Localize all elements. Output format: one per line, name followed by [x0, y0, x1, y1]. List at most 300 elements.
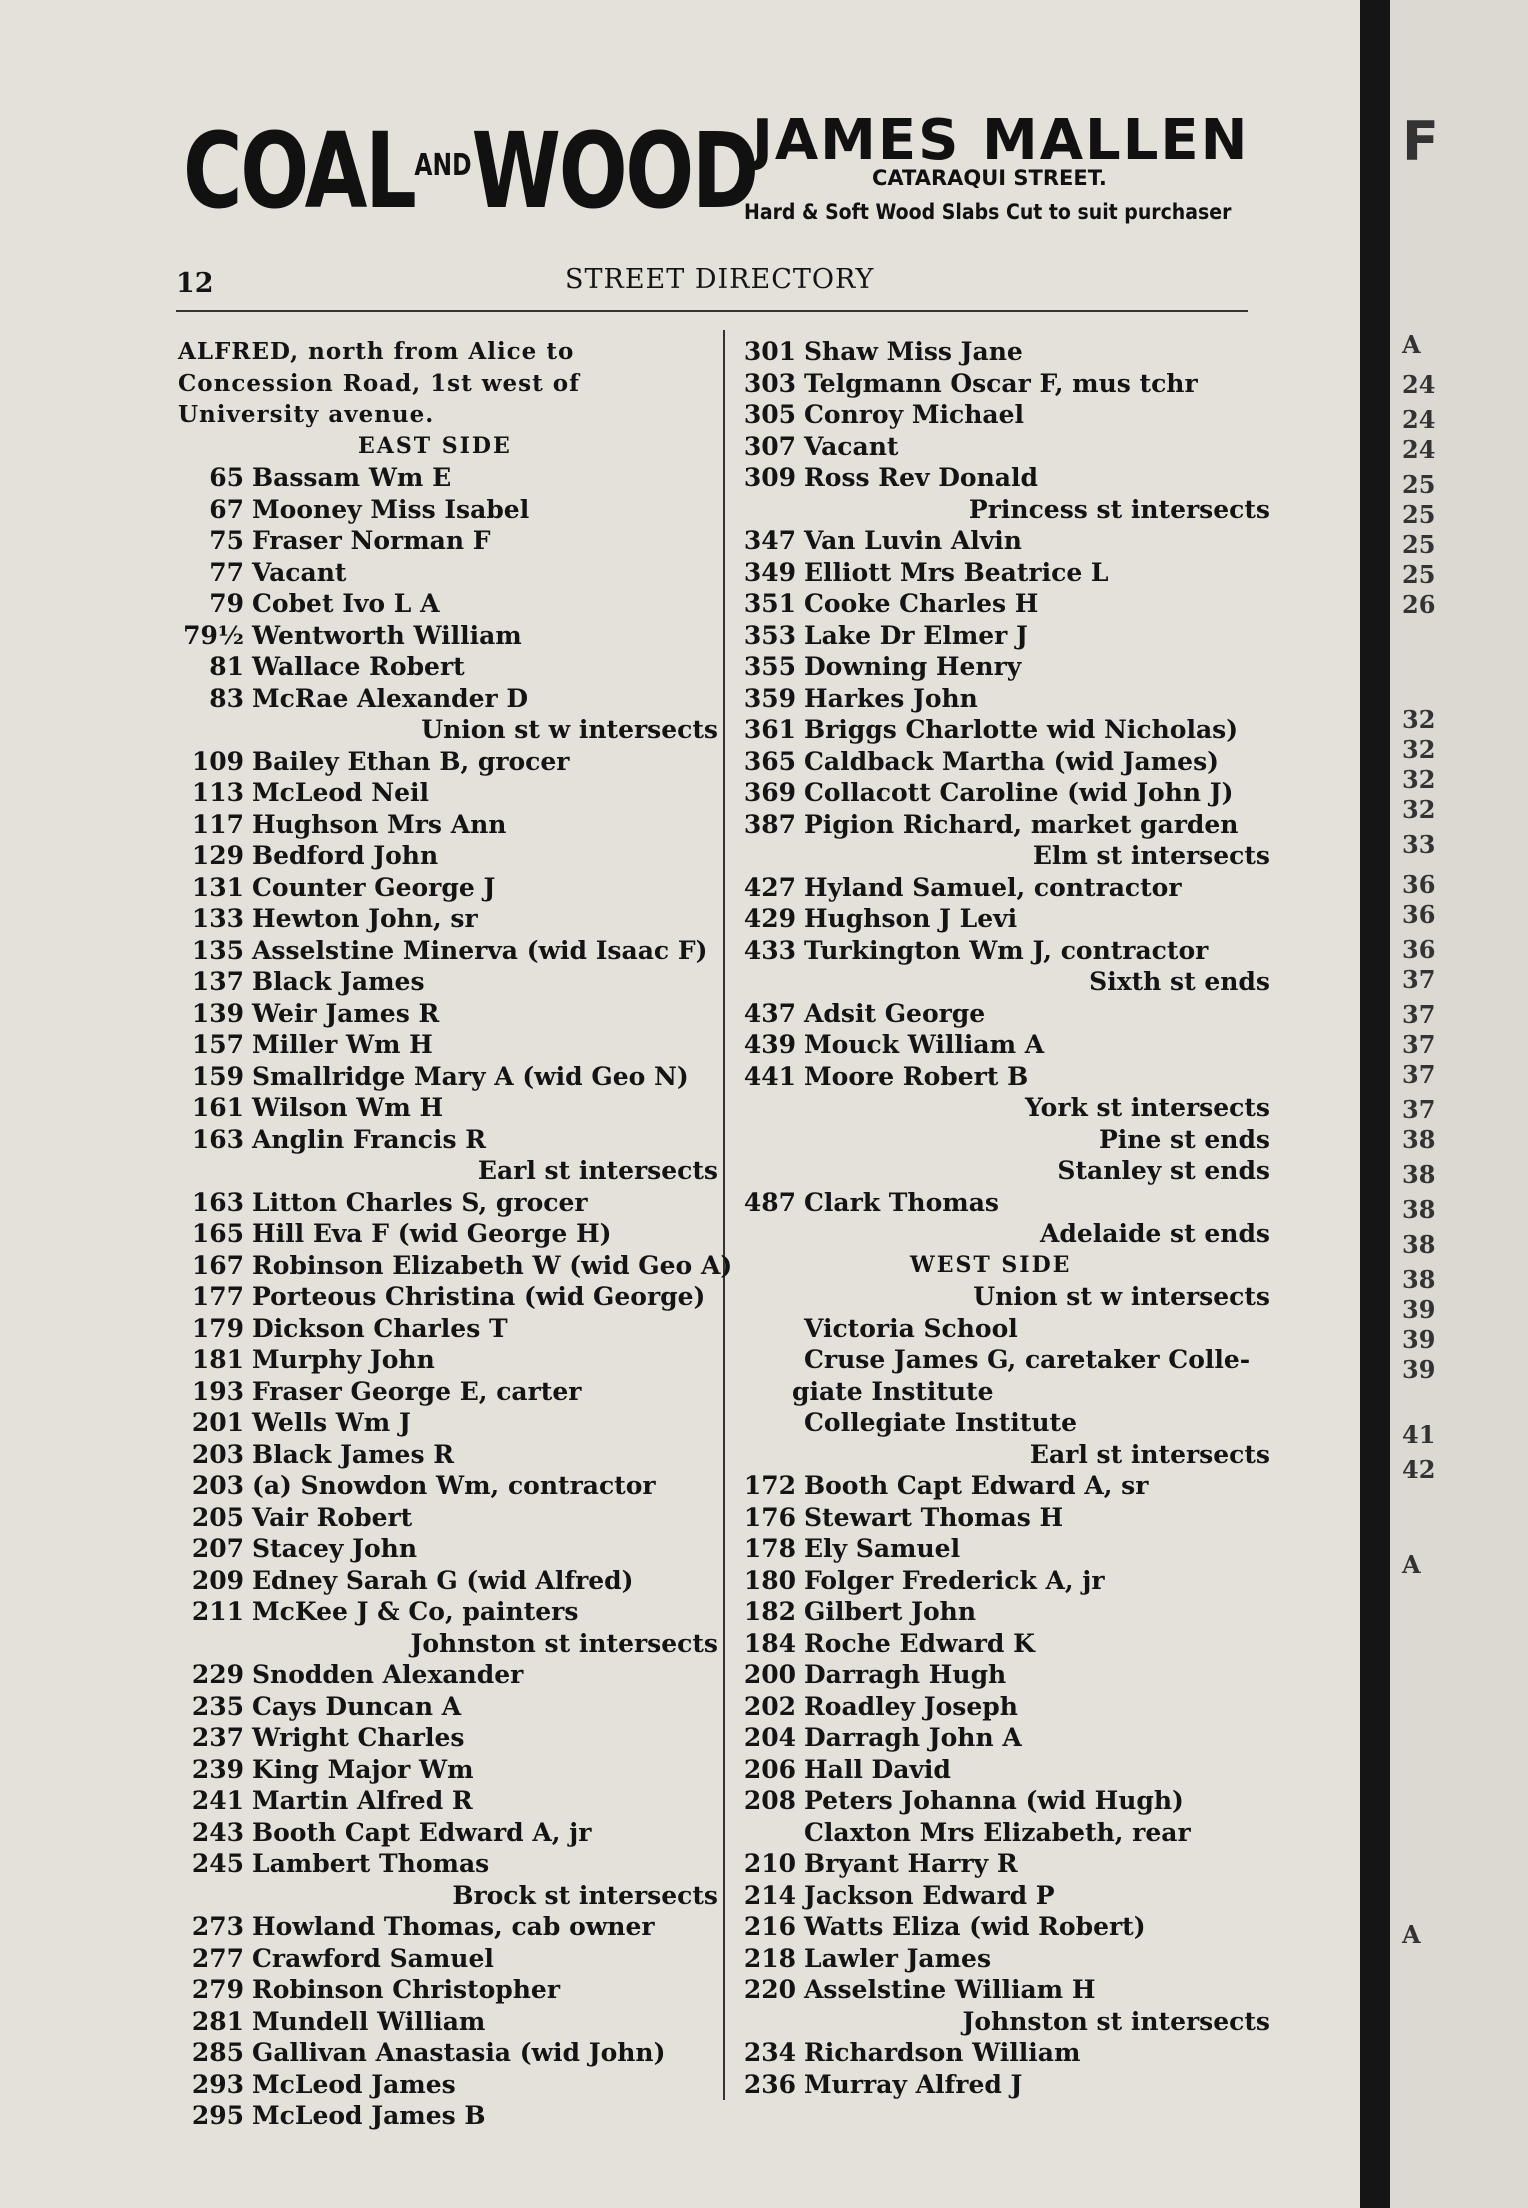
cross-street: Brock st intersects: [452, 1880, 718, 1910]
house-number: 182: [743, 1597, 796, 1626]
cross-street: Adelaide st ends: [1039, 1219, 1270, 1248]
resident-row: [730, 1533, 1270, 1565]
resident-name: Bailey Ethan B, grocer: [252, 746, 570, 776]
cross-street: Stanley st ends: [1057, 1156, 1270, 1185]
resident-name: Hughson J Levi: [804, 904, 1018, 933]
right-column: [730, 336, 1270, 2100]
next-page-fragment: 37: [1402, 1060, 1436, 1089]
cross-street-line: [730, 966, 1270, 998]
next-page-fragment: 25: [1402, 500, 1436, 529]
resident-row: [178, 809, 718, 841]
advert-slabs: Hard & Soft Wood Slabs Cut to suit purchaser: [744, 200, 1232, 224]
resident-name: Wells Wm J: [252, 1408, 411, 1437]
house-number: 218: [743, 1943, 796, 1973]
house-number: 309: [743, 463, 796, 492]
house-number: 273: [191, 1912, 244, 1941]
resident-name: Miller Wm H: [252, 1030, 433, 1059]
resident-row: [730, 1848, 1270, 1880]
resident-row: [730, 1187, 1270, 1219]
house-number: 245: [191, 1849, 244, 1878]
resident-name: Moore Robert B: [804, 1061, 1029, 1091]
resident-name: Van Luvin Alvin: [804, 526, 1022, 555]
resident-name: Martin Alfred R: [252, 1786, 473, 1815]
resident-name: Briggs Charlotte wid Nicholas): [804, 715, 1239, 744]
cross-street: Sixth st ends: [1089, 967, 1270, 996]
resident-name: Wright Charles: [252, 1723, 465, 1752]
resident-row: [730, 872, 1270, 904]
house-number: 159: [191, 1061, 244, 1091]
resident-name: Darragh Hugh: [804, 1660, 1007, 1689]
cross-street-line: [178, 1628, 718, 1660]
resident-row: [178, 683, 718, 715]
resident-row: [178, 1061, 718, 1093]
next-page-fragment: 24: [1402, 370, 1436, 399]
house-number: 117: [191, 809, 244, 839]
resident-row: [730, 399, 1270, 431]
resident-name: Bedford John: [252, 841, 439, 870]
house-number: 369: [743, 778, 796, 807]
continued-line: giate Institute: [792, 1376, 994, 1406]
next-page-fragment: 32: [1402, 735, 1436, 764]
cross-street-line: [730, 1092, 1270, 1124]
resident-row: [178, 1785, 718, 1817]
street-intro: ALFRED, north from Alice to Concession Road, 1st west of University avenue.: [178, 338, 580, 428]
house-number: 180: [743, 1565, 796, 1595]
resident-row: [730, 1628, 1270, 1660]
house-number: 178: [743, 1534, 796, 1563]
next-page-fragment: 37: [1402, 1000, 1436, 1029]
house-number: 79½: [183, 620, 244, 650]
resident-row: [730, 1691, 1270, 1723]
resident-name: Turkington Wm J, contractor: [804, 935, 1209, 965]
page-title: STREET DIRECTORY: [565, 264, 875, 295]
resident-name: Litton Charles S, grocer: [252, 1187, 588, 1217]
cross-street-line: [178, 1155, 718, 1187]
house-number: 210: [743, 1849, 796, 1878]
cross-street: Johnston st intersects: [962, 2006, 1270, 2036]
resident-name: Peters Johanna (wid Hugh): [804, 1786, 1184, 1815]
resident-row: [730, 1470, 1270, 1502]
next-page-fragment: 33: [1402, 830, 1436, 859]
resident-name: Fraser George E, carter: [252, 1376, 582, 1406]
resident-name: Wilson Wm H: [252, 1093, 444, 1122]
next-page-fragment: 38: [1402, 1265, 1436, 1294]
resident-name: Cooke Charles H: [804, 589, 1039, 618]
resident-name: Robinson Elizabeth W (wid Geo A): [252, 1250, 733, 1280]
cross-street-line: [730, 494, 1270, 526]
resident-name: Anglin Francis R: [252, 1124, 487, 1154]
house-number: 361: [743, 715, 796, 744]
next-page-fragment: 32: [1402, 705, 1436, 734]
advert-name: JAMES MALLEN: [752, 108, 1250, 173]
resident-name: Snodden Alexander: [252, 1660, 524, 1689]
resident-name: Vacant: [804, 431, 899, 461]
resident-name: Elliott Mrs Beatrice L: [804, 557, 1109, 587]
resident-row: [178, 1124, 718, 1156]
next-page-fragment: 37: [1402, 1095, 1436, 1124]
resident-row: [178, 557, 718, 589]
cross-street: Union st w intersects: [973, 1282, 1270, 1311]
house-number: 301: [743, 337, 796, 366]
house-number: 285: [191, 2038, 244, 2067]
house-number: 203: [191, 1471, 244, 1500]
house-number: 208: [743, 1786, 796, 1815]
house-number: 75: [209, 526, 244, 555]
house-number: 163: [191, 1187, 244, 1217]
house-number: 229: [191, 1660, 244, 1689]
coal-wood-advert: $COAL^{AND}WOOD$: [183, 110, 757, 232]
house-number: 216: [743, 1912, 796, 1941]
resident-name: Vair Robert: [252, 1502, 413, 1532]
house-number: 177: [191, 1282, 244, 1311]
resident-row: [178, 1817, 718, 1849]
resident-name: Lawler James: [804, 1943, 992, 1973]
resident-name: Clark Thomas: [804, 1187, 999, 1217]
resident-name: Stacey John: [252, 1534, 418, 1563]
cross-street-line: [730, 1218, 1270, 1250]
resident-row: [730, 1943, 1270, 1975]
resident-name: Wentworth William: [252, 620, 522, 650]
resident-row: [178, 2037, 718, 2069]
resident-name: McRae Alexander D: [252, 683, 529, 713]
resident-row: [178, 1596, 718, 1628]
next-page-fragment: 25: [1402, 470, 1436, 499]
resident-name: Lambert Thomas: [252, 1849, 490, 1878]
resident-name: Darragh John A: [804, 1723, 1022, 1752]
house-number: 133: [191, 904, 244, 933]
house-number: 387: [743, 809, 796, 839]
house-number: 201: [191, 1408, 244, 1437]
house-number: 441: [743, 1061, 796, 1091]
house-number: 487: [743, 1187, 796, 1217]
cross-street-line: [730, 1155, 1270, 1187]
resident-row: [178, 1407, 718, 1439]
next-page-edge: [1390, 0, 1528, 2208]
house-number: 67: [209, 494, 244, 524]
cross-street: Earl st intersects: [1029, 1439, 1270, 1469]
resident-row: [730, 1785, 1270, 1817]
house-number: 235: [191, 1691, 244, 1721]
resident-name: Crawford Samuel: [252, 1943, 494, 1973]
resident-row: [730, 935, 1270, 967]
resident-row: [730, 462, 1270, 494]
resident-row: [178, 1565, 718, 1597]
house-number: 236: [743, 2069, 796, 2099]
resident-name: Murphy John: [252, 1345, 435, 1374]
house-number: 365: [743, 746, 796, 776]
resident-name: Watts Eliza (wid Robert): [804, 1912, 1146, 1941]
resident-row: [178, 1313, 718, 1345]
resident-row: [730, 651, 1270, 683]
resident-row: [178, 494, 718, 526]
resident-name: McLeod James B: [252, 2101, 486, 2130]
header-rule: [176, 310, 1248, 312]
resident-name: Wallace Robert: [252, 652, 465, 681]
house-number: 135: [191, 935, 244, 965]
next-page-fragment: 32: [1402, 795, 1436, 824]
resident-row: [178, 1691, 718, 1723]
house-number: 433: [743, 935, 796, 965]
resident-row: [178, 1943, 718, 1975]
house-number: 83: [209, 683, 244, 713]
resident-name: Mouck William A: [804, 1030, 1045, 1059]
next-page-fragment: 38: [1402, 1195, 1436, 1224]
house-number: 184: [743, 1628, 796, 1658]
resident-row: [178, 1218, 718, 1250]
resident-name: Smallridge Mary A (wid Geo N): [252, 1061, 689, 1091]
resident-row: [730, 368, 1270, 400]
house-number: 214: [743, 1880, 796, 1910]
house-number: 206: [743, 1754, 796, 1784]
resident-row: [178, 1470, 718, 1502]
house-number: 303: [743, 368, 796, 398]
left-column: [178, 336, 733, 2132]
house-number: 237: [191, 1723, 244, 1752]
house-number: 293: [191, 2069, 244, 2099]
resident-name: Ross Rev Donald: [804, 463, 1038, 492]
cross-street: Earl st intersects: [477, 1156, 718, 1185]
next-page-fragment: 25: [1402, 560, 1436, 589]
resident-row: [730, 2069, 1270, 2101]
house-number: 65: [209, 463, 244, 492]
house-number: 239: [191, 1754, 244, 1784]
next-page-fragment: 38: [1402, 1230, 1436, 1259]
house-number: 307: [743, 431, 796, 461]
house-number: 355: [743, 652, 796, 681]
resident-row: [178, 966, 718, 998]
resident-name: Victoria School: [804, 1313, 1018, 1343]
resident-name: McKee J & Co, painters: [252, 1597, 579, 1626]
section-heading: WEST SIDE: [910, 1251, 1072, 1278]
resident-name: Claxton Mrs Elizabeth, rear: [804, 1817, 1191, 1847]
resident-row: [730, 777, 1270, 809]
column-divider: [723, 330, 725, 2100]
house-number: 179: [191, 1313, 244, 1343]
house-number: 207: [191, 1534, 244, 1563]
cross-street: York st intersects: [1025, 1093, 1270, 1122]
next-page-fragment: 37: [1402, 965, 1436, 994]
resident-name: Robinson Christopher: [252, 1975, 561, 2004]
resident-name: Bassam Wm E: [252, 463, 452, 492]
next-page-fragment: 32: [1402, 765, 1436, 794]
resident-row: [730, 525, 1270, 557]
resident-row: [730, 998, 1270, 1030]
house-number: 202: [743, 1691, 796, 1721]
resident-row: [178, 1187, 718, 1219]
resident-name: Porteous Christina (wid George): [252, 1282, 706, 1311]
resident-name: Vacant: [252, 557, 347, 587]
house-number: 351: [743, 589, 796, 618]
house-number: 163: [191, 1124, 244, 1154]
house-number: 211: [191, 1597, 244, 1626]
resident-row: [178, 2100, 718, 2132]
resident-row: [730, 1596, 1270, 1628]
house-number: 79: [209, 589, 244, 618]
resident-row: [178, 1092, 718, 1124]
resident-row: [730, 1974, 1270, 2006]
house-number: 131: [191, 872, 244, 902]
house-number: 172: [743, 1471, 796, 1500]
resident-row: [178, 1754, 718, 1786]
resident-name: Counter George J: [252, 872, 496, 902]
resident-name: Cobet Ivo L A: [252, 589, 440, 618]
resident-row: [178, 2006, 718, 2038]
house-number: 139: [191, 998, 244, 1028]
house-number: 113: [191, 778, 244, 807]
cross-street: Johnston st intersects: [410, 1628, 718, 1658]
resident-row: [730, 431, 1270, 463]
cross-street-line: [730, 840, 1270, 872]
house-number: 176: [743, 1502, 796, 1532]
resident-name: Caldback Martha (wid James): [804, 746, 1219, 776]
resident-name: Hall David: [804, 1754, 951, 1784]
resident-name: Bryant Harry R: [804, 1849, 1018, 1878]
next-page-fragment: 38: [1402, 1160, 1436, 1189]
next-page-fragment: 39: [1402, 1295, 1436, 1324]
resident-name: Dickson Charles T: [252, 1313, 508, 1343]
house-number: 305: [743, 400, 796, 429]
house-number: 349: [743, 557, 796, 587]
next-page-fragment: 42: [1402, 1455, 1436, 1484]
cross-street-line: [730, 1281, 1270, 1313]
resident-name: Harkes John: [804, 683, 978, 713]
house-number: 200: [743, 1660, 796, 1689]
page-number: 12: [176, 268, 214, 299]
house-number: 281: [191, 2006, 244, 2036]
next-page-fragment: 39: [1402, 1325, 1436, 1354]
next-page-fragment: 25: [1402, 530, 1436, 559]
resident-name: Fraser Norman F: [252, 526, 491, 555]
resident-name: McLeod Neil: [252, 778, 429, 807]
resident-row: [730, 1407, 1270, 1439]
resident-row: [730, 557, 1270, 589]
resident-name: Richardson William: [804, 2038, 1081, 2067]
house-number: 437: [743, 998, 796, 1028]
next-page-fragment: 36: [1402, 900, 1436, 929]
resident-name: Black James R: [252, 1439, 455, 1469]
resident-name: Roche Edward K: [804, 1628, 1035, 1658]
resident-row: [178, 1974, 718, 2006]
resident-name: Edney Sarah G (wid Alfred): [252, 1565, 634, 1595]
resident-name: Roadley Joseph: [804, 1691, 1018, 1721]
next-page-fragment: 38: [1402, 1125, 1436, 1154]
resident-row: [178, 462, 718, 494]
house-number: 427: [743, 872, 796, 902]
cross-street-line: [730, 2006, 1270, 2038]
resident-row: [178, 903, 718, 935]
resident-row: [178, 525, 718, 557]
resident-name: Collegiate Institute: [804, 1408, 1077, 1437]
resident-row: [730, 1061, 1270, 1093]
cross-street: Elm st intersects: [1032, 841, 1270, 870]
next-page-fragment: A: [1402, 330, 1421, 359]
resident-row: [730, 809, 1270, 841]
resident-row: [178, 620, 718, 652]
resident-row: [730, 1722, 1270, 1754]
resident-row: [730, 683, 1270, 715]
resident-row: [178, 935, 718, 967]
resident-row: [178, 1502, 718, 1534]
cross-street-line: [730, 1439, 1270, 1471]
resident-row: [178, 840, 718, 872]
next-page-fragment: 24: [1402, 405, 1436, 434]
house-number: 220: [743, 1975, 796, 2004]
resident-name: Hewton John, sr: [252, 904, 478, 933]
cross-street-line: [178, 714, 718, 746]
cross-street: Union st w intersects: [421, 715, 718, 744]
resident-name: Ely Samuel: [804, 1534, 961, 1563]
advert-street: CATARAQUI STREET.: [872, 166, 1107, 190]
house-number: 137: [191, 967, 244, 996]
house-number: 359: [743, 683, 796, 713]
next-page-fragment: 41: [1402, 1420, 1436, 1449]
house-number: 203: [191, 1439, 244, 1469]
resident-row: [730, 1659, 1270, 1691]
resident-row: [730, 714, 1270, 746]
resident-row: [178, 1659, 718, 1691]
house-number: 279: [191, 1975, 244, 2004]
resident-row: [178, 1376, 718, 1408]
resident-name: Hyland Samuel, contractor: [804, 872, 1182, 902]
next-page-fragment: 37: [1402, 1030, 1436, 1059]
page-gutter: [1360, 0, 1390, 2208]
house-number: 204: [743, 1723, 796, 1752]
resident-row: [178, 872, 718, 904]
resident-name: Booth Capt Edward A, sr: [804, 1471, 1149, 1500]
house-number: 181: [191, 1345, 244, 1374]
house-number: 209: [191, 1565, 244, 1595]
resident-row: [178, 1848, 718, 1880]
resident-row: [178, 1281, 718, 1313]
house-number: 157: [191, 1030, 244, 1059]
next-page-fragment: 39: [1402, 1355, 1436, 1384]
resident-row: [178, 1722, 718, 1754]
resident-row: [178, 998, 718, 1030]
house-number: 165: [191, 1219, 244, 1248]
resident-row: [178, 1911, 718, 1943]
resident-name: Weir James R: [252, 998, 440, 1028]
resident-name: Hughson Mrs Ann: [252, 809, 507, 839]
resident-name: King Major Wm: [252, 1754, 474, 1784]
resident-name: Stewart Thomas H: [804, 1502, 1064, 1532]
house-number: 205: [191, 1502, 244, 1532]
house-number: 347: [743, 526, 796, 555]
house-number: 77: [209, 557, 244, 587]
next-page-fragment: A: [1402, 1550, 1421, 1579]
resident-name: Shaw Miss Jane: [804, 337, 1023, 366]
resident-name: Jackson Edward P: [804, 1880, 1055, 1910]
house-number: 193: [191, 1376, 244, 1406]
next-page-fragment: 36: [1402, 870, 1436, 899]
resident-name: (a) Snowdon Wm, contractor: [252, 1471, 656, 1500]
resident-row: [730, 2037, 1270, 2069]
resident-name: Folger Frederick A, jr: [804, 1565, 1105, 1595]
resident-name: Black James: [252, 967, 425, 996]
cross-street: Pine st ends: [1098, 1124, 1270, 1154]
house-number: 81: [209, 652, 244, 681]
house-number: 277: [191, 1943, 244, 1973]
house-number: 167: [191, 1250, 244, 1280]
house-number: 241: [191, 1786, 244, 1815]
resident-name: Cruse James G, caretaker Colle-: [804, 1345, 1251, 1374]
resident-row: [730, 1029, 1270, 1061]
house-number: 109: [191, 746, 244, 776]
resident-row: [178, 2069, 718, 2101]
resident-name: Lake Dr Elmer J: [804, 620, 1028, 650]
resident-name: Adsit George: [804, 998, 986, 1028]
house-number: 353: [743, 620, 796, 650]
cross-street-line: [178, 1880, 718, 1912]
